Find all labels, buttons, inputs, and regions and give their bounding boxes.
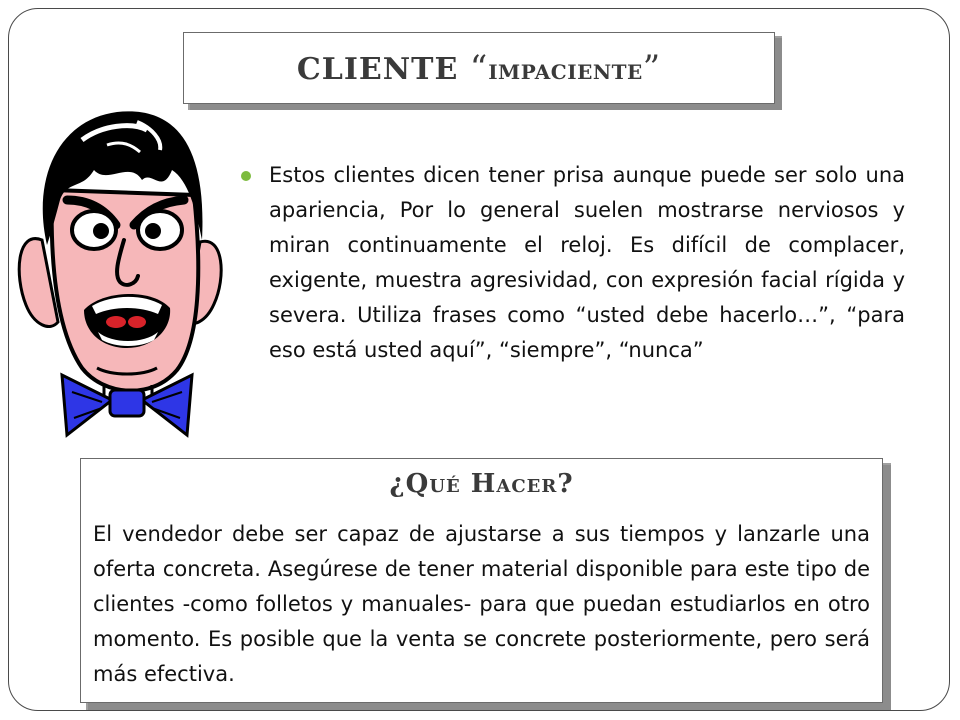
title-open-quote: “ [469,48,489,88]
action-title: ¿Qué Hacer? [389,469,574,499]
slide-title [297,48,661,88]
title-sub: IMPACIENTE [488,60,643,84]
title-box [183,32,775,104]
title-close-quote: ” [642,48,662,88]
bullet-block [241,158,905,368]
action-box [80,458,883,703]
bullet-dot [241,171,251,181]
angry-man-face-icon [12,100,234,440]
bullet-text: Estos clientes dicen tener prisa aunque puede ser solo una apariencia, Por lo general suelen mostrarse nerviosos y miran continuamente el reloj. Es difícil de complacer, exigente, muestra agresividad, con expresión facial rígida y severa. Utiliza frases como “usted debe hacerlo…”, “para eso está usted aquí”, “siempre”, “nunca” [269,163,905,362]
action-text: El vendedor debe ser capaz de ajustarse a sus tiempos y lanzarle una oferta concreta. Asegúrese de tener material disponible para este tipo de clientes -como folletos y manuales- para que puedan estudiarlos en otro momento. Es posible que la venta se concrete posteriormente, pero será más efectiva. [93,522,870,686]
title-main: CLIENTE [296,52,459,87]
